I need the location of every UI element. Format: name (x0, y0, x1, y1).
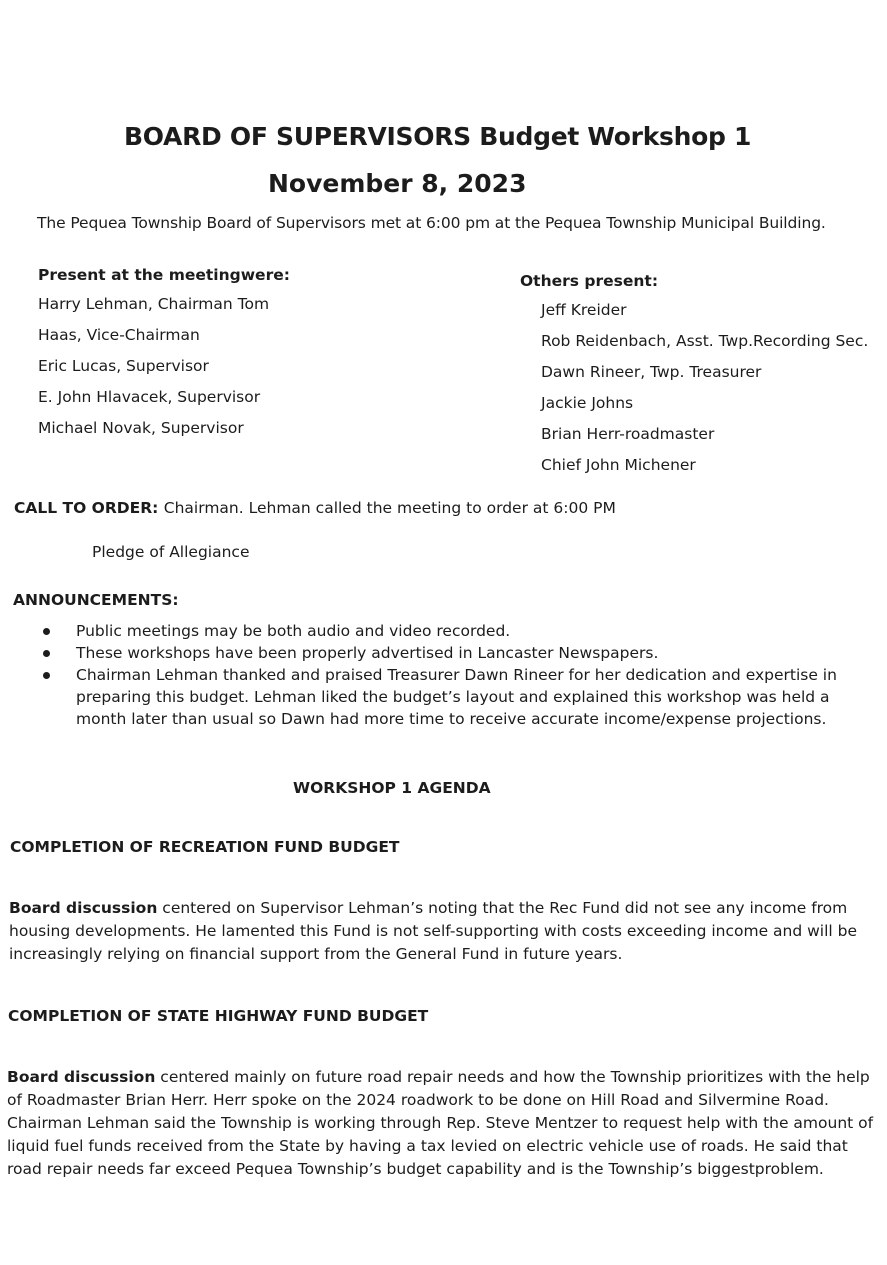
present-item: Michael Novak, Supervisor (38, 419, 244, 437)
bullet-icon (43, 672, 50, 679)
others-heading: Others present: (520, 272, 659, 290)
present-heading: Present at the meetingwere: (38, 266, 290, 284)
call-to-order-text: Chairman. Lehman called the meeting to order at 6:00 PM (163, 499, 616, 517)
list-item (38, 664, 848, 730)
others-item: Chief John Michener (541, 456, 696, 474)
call-to-order (14, 499, 616, 517)
intro-paragraph: The Pequea Township Board of Supervisors met at 6:00 pm at the Pequea Township Municipal Building. (37, 214, 826, 232)
call-to-order-label: CALL TO ORDER: (14, 499, 159, 517)
highway-heading: COMPLETION OF STATE HIGHWAY FUND BUDGET (8, 1007, 429, 1025)
bullet-icon (43, 650, 50, 657)
announcement-text: Chairman Lehman thanked and praised Treasurer Dawn Rineer for her dedication and expertise in preparing this budget. Lehman liked the budget’s layout and explained this workshop was held a month later than usual so Dawn had more time to receive accurate income/expense projections. (76, 666, 837, 728)
document-title: BOARD OF SUPERVISORS Budget Workshop 1 (124, 122, 752, 151)
pledge-text: Pledge of Allegiance (92, 543, 250, 561)
list-item (38, 642, 848, 664)
agenda-heading: WORKSHOP 1 AGENDA (293, 779, 491, 797)
present-list (38, 266, 290, 446)
present-item: Harry Lehman, Chairman Tom (38, 295, 270, 313)
others-item: Jackie Johns (541, 394, 634, 412)
present-item: Eric Lucas, Supervisor (38, 357, 209, 375)
present-item: Haas, Vice-Chairman (38, 326, 200, 344)
meeting-date: November 8, 2023 (268, 169, 527, 198)
announcements-list (38, 620, 848, 730)
recreation-heading: COMPLETION OF RECREATION FUND BUDGET (10, 838, 400, 856)
recreation-text: centered on Supervisor Lehman’s noting that the Rec Fund did not see any income from housing developments. He lamented this Fund is not self-supporting with costs exceeding income and will be increasingly relying on financial support from the General Fund in future years. (9, 899, 858, 963)
highway-text: centered mainly on future road repair needs and how the Township prioritizes with the help of Roadmaster Brian Herr. Herr spoke on the 2024 roadwork to be done on Hill Road and Silvermine Road. Chairman Lehman said the Township is working through Rep. Steve Mentzer to request help with the amount of liquid fuel funds received from the State by having a tax levied on electric vehicle use of roads. He said that road repair needs far exceed Pequea Township’s budget capability and is the Township’s biggestproblem. (7, 1068, 874, 1178)
highway-lead: Board discussion (7, 1068, 156, 1086)
bullet-icon (43, 628, 50, 635)
announcements-heading: ANNOUNCEMENTS: (13, 591, 179, 609)
highway-paragraph (7, 1066, 877, 1181)
others-list (520, 272, 868, 483)
others-item: Jeff Kreider (541, 301, 627, 319)
recreation-paragraph (9, 897, 877, 966)
others-item: Dawn Rineer, Twp. Treasurer (541, 363, 762, 381)
list-item (38, 620, 848, 642)
recreation-lead: Board discussion (9, 899, 158, 917)
others-item: Brian Herr-roadmaster (541, 425, 715, 443)
announcement-text: Public meetings may be both audio and video recorded. (76, 622, 511, 640)
present-item: E. John Hlavacek, Supervisor (38, 388, 261, 406)
announcement-text: These workshops have been properly advertised in Lancaster Newspapers. (76, 644, 659, 662)
others-item: Rob Reidenbach, Asst. Twp.Recording Sec. (541, 332, 869, 350)
